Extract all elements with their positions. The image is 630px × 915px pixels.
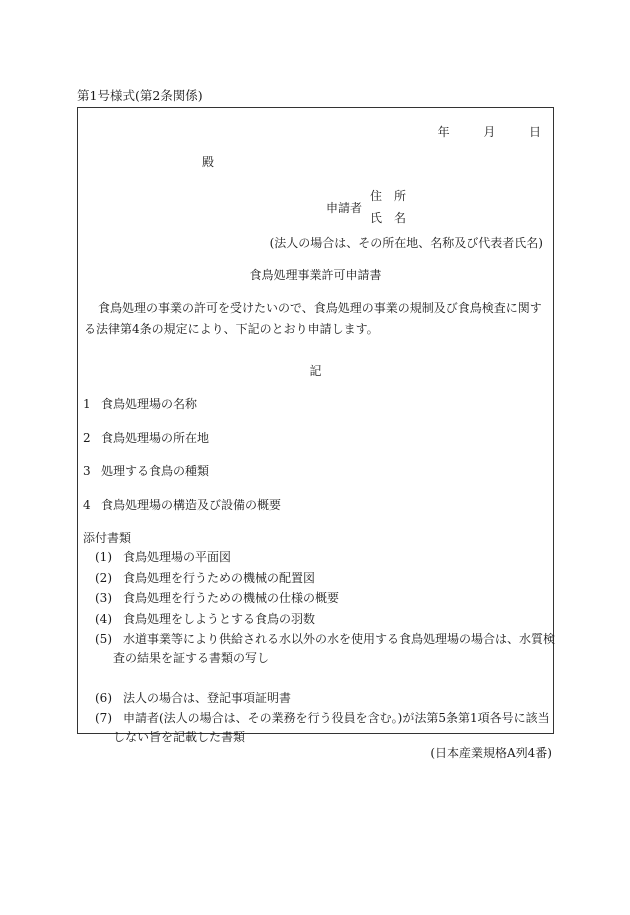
list-item <box>83 462 209 479</box>
item-text: 食鳥処理場の所在地 <box>101 431 210 445</box>
list-item <box>83 429 209 446</box>
attachment-number: (6) <box>95 691 112 705</box>
date-line <box>438 123 541 140</box>
attachment-text <box>113 709 550 747</box>
attachment-text-line-1: 申請者(法人の場合は、その業務を行う役員を含む。)が法第5条第1項各号に該当 <box>123 711 550 725</box>
item-text: 食鳥処理場の構造及び設備の概要 <box>101 498 282 512</box>
attachment-text: 食鳥処理を行うための機械の配置図 <box>123 571 316 585</box>
attachment-text: 食鳥処理をしようとする食鳥の羽数 <box>123 612 316 626</box>
form-number: 第1号様式(第2条関係) <box>77 88 203 103</box>
item-number: 2 <box>83 431 91 445</box>
applicant-address-label: 住 所 <box>370 189 407 203</box>
item-text: 処理する食鳥の種類 <box>101 464 210 478</box>
attachment-text: 食鳥処理を行うための機械の仕様の概要 <box>123 591 340 605</box>
attachment-item <box>95 548 550 567</box>
attachment-item <box>95 630 556 668</box>
date-month-label: 月 <box>483 125 496 139</box>
attachment-number: (3) <box>95 591 112 605</box>
date-day-label: 日 <box>528 125 541 139</box>
attachment-text-line-1: 水道事業等により供給される水以外の水を使用する食鳥処理場の場合は、水質検 <box>123 632 556 646</box>
attachment-text: 食鳥処理場の平面図 <box>123 550 232 564</box>
attachment-text: 法人の場合は、登記事項証明書 <box>123 691 292 705</box>
item-number: 4 <box>83 498 91 512</box>
applicant-name-label: 氏 名 <box>370 211 407 225</box>
item-number: 1 <box>83 397 91 411</box>
list-item <box>83 496 281 513</box>
attachment-item <box>95 610 550 629</box>
attachment-number: (2) <box>95 571 112 585</box>
attachment-item <box>95 709 550 747</box>
ki-heading: 記 <box>309 364 322 378</box>
attachments-heading: 添付書類 <box>83 531 132 545</box>
body-text: 食鳥処理の事業の許可を受けたいので、食鳥処理の事業の規制及び食鳥検査に関する法律第4条の規定により、下記のとおり申請します。 <box>84 301 542 336</box>
addressee-suffix: 殿 <box>202 155 215 169</box>
application-form-frame <box>77 107 556 744</box>
attachment-text-line-2: 査の結果を証する書類の写し <box>113 651 270 665</box>
item-text: 食鳥処理場の名称 <box>101 397 198 411</box>
attachment-text <box>113 630 556 668</box>
attachment-number: (1) <box>95 550 112 564</box>
corporate-note: (法人の場合は、その所在地、名称及び代表者氏名) <box>269 236 543 250</box>
applicant-label: 申請者 <box>326 201 363 215</box>
date-year-label: 年 <box>437 125 450 139</box>
item-number: 3 <box>83 464 91 478</box>
attachment-item <box>95 589 550 608</box>
document-title: 食鳥処理事業許可申請書 <box>249 268 382 282</box>
attachment-text-line-2: しない旨を記載した書類 <box>113 730 246 744</box>
list-item <box>83 395 197 412</box>
attachment-number: (4) <box>95 612 112 626</box>
attachment-number: (5) <box>95 632 112 646</box>
attachment-item <box>95 689 550 708</box>
attachment-item <box>95 569 550 588</box>
paper-standard-note: (日本産業規格A列4番) <box>430 746 552 760</box>
attachment-number: (7) <box>95 711 112 725</box>
